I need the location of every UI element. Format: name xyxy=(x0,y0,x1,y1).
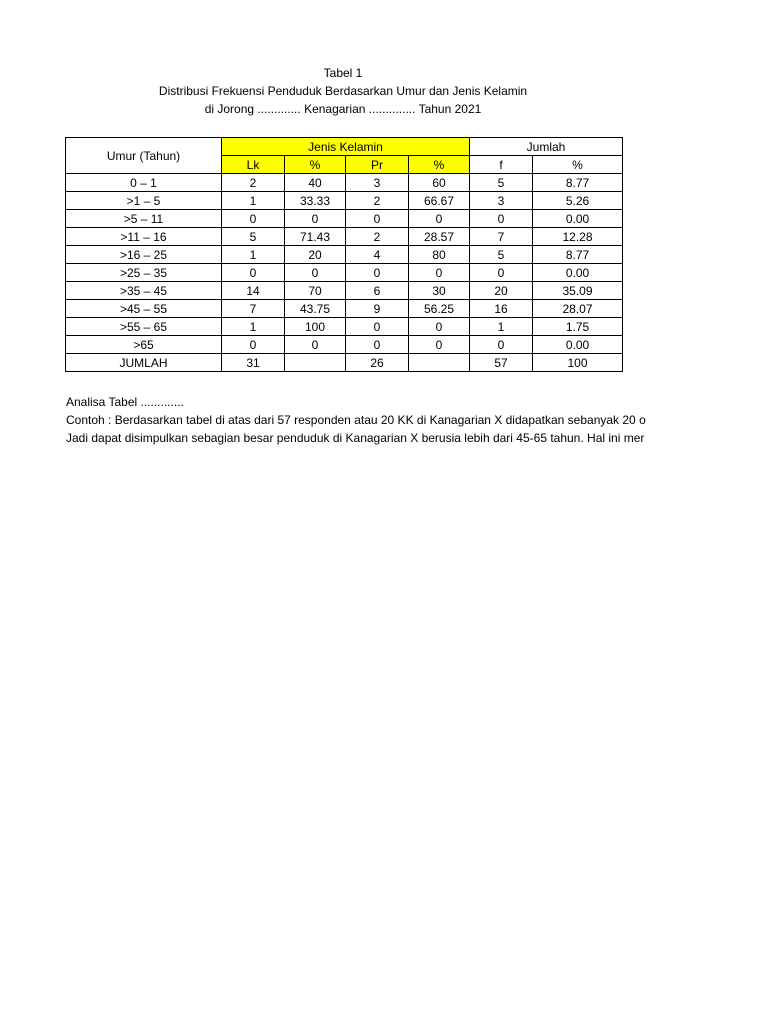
cell-umur: >55 – 65 xyxy=(66,318,222,336)
table-row xyxy=(66,264,623,282)
cell-pr-percent: 0 xyxy=(409,210,470,228)
cell-total-label: JUMLAH xyxy=(66,354,222,372)
cell-lk: 0 xyxy=(222,264,285,282)
cell-pr-percent: 0 xyxy=(409,264,470,282)
cell-f: 5 xyxy=(470,246,533,264)
cell-f-percent: 35.09 xyxy=(533,282,623,300)
cell-lk: 7 xyxy=(222,300,285,318)
cell-pr-percent: 28.57 xyxy=(409,228,470,246)
cell-pr-percent: 0 xyxy=(409,336,470,354)
cell-f: 7 xyxy=(470,228,533,246)
cell-lk: 0 xyxy=(222,336,285,354)
cell-lk: 2 xyxy=(222,174,285,192)
header-row-1 xyxy=(66,138,623,156)
table-title-block xyxy=(0,64,686,118)
cell-lk: 5 xyxy=(222,228,285,246)
cell-lk: 14 xyxy=(222,282,285,300)
cell-lk-percent: 100 xyxy=(285,318,346,336)
cell-total-f-percent: 100 xyxy=(533,354,623,372)
cell-f-percent: 8.77 xyxy=(533,246,623,264)
cell-f-percent: 28.07 xyxy=(533,300,623,318)
cell-f-percent: 1.75 xyxy=(533,318,623,336)
cell-total-f: 57 xyxy=(470,354,533,372)
cell-f: 1 xyxy=(470,318,533,336)
cell-f: 3 xyxy=(470,192,533,210)
cell-pr: 0 xyxy=(346,318,409,336)
cell-umur: >25 – 35 xyxy=(66,264,222,282)
header-pr: Pr xyxy=(346,156,409,174)
table-row xyxy=(66,246,623,264)
cell-f: 20 xyxy=(470,282,533,300)
header-jumlah: Jumlah xyxy=(470,138,623,156)
cell-f-percent: 8.77 xyxy=(533,174,623,192)
cell-pr: 3 xyxy=(346,174,409,192)
cell-pr-percent: 60 xyxy=(409,174,470,192)
cell-pr-percent: 56.25 xyxy=(409,300,470,318)
table-subtitle: di Jorong ............. Kenagarian .............. Tahun 2021 xyxy=(204,102,482,116)
table-title: Distribusi Frekuensi Penduduk Berdasarkan Umur dan Jenis Kelamin xyxy=(158,84,528,98)
cell-lk: 1 xyxy=(222,246,285,264)
cell-lk-percent: 40 xyxy=(285,174,346,192)
cell-umur: >5 – 11 xyxy=(66,210,222,228)
cell-total-pr-percent xyxy=(409,354,470,372)
header-umur: Umur (Tahun) xyxy=(66,138,222,174)
cell-pr: 0 xyxy=(346,336,409,354)
cell-lk: 1 xyxy=(222,318,285,336)
cell-f: 16 xyxy=(470,300,533,318)
cell-umur: >45 – 55 xyxy=(66,300,222,318)
header-lk: Lk xyxy=(222,156,285,174)
analysis-section xyxy=(66,393,686,447)
cell-pr-percent: 0 xyxy=(409,318,470,336)
table-row xyxy=(66,300,623,318)
frequency-table xyxy=(65,137,623,372)
cell-lk: 0 xyxy=(222,210,285,228)
cell-f-percent: 12.28 xyxy=(533,228,623,246)
cell-pr: 0 xyxy=(346,210,409,228)
cell-f: 0 xyxy=(470,264,533,282)
table-row xyxy=(66,336,623,354)
cell-f-percent: 0.00 xyxy=(533,210,623,228)
table-row xyxy=(66,282,623,300)
cell-pr: 9 xyxy=(346,300,409,318)
cell-lk: 1 xyxy=(222,192,285,210)
table-caption: Tabel 1 xyxy=(323,66,363,80)
cell-umur: >35 – 45 xyxy=(66,282,222,300)
cell-f-percent: 0.00 xyxy=(533,264,623,282)
cell-umur: 0 – 1 xyxy=(66,174,222,192)
analysis-heading: Analisa Tabel ............. xyxy=(66,395,184,409)
cell-pr-percent: 66.67 xyxy=(409,192,470,210)
cell-f: 0 xyxy=(470,210,533,228)
analysis-text-line-1: Contoh : Berdasarkan tabel di atas dari 57 responden atau 20 KK di Kanagarian X didapatkan sebanyak 20 o xyxy=(66,413,646,427)
table-row xyxy=(66,228,623,246)
cell-umur: >11 – 16 xyxy=(66,228,222,246)
cell-umur: >1 – 5 xyxy=(66,192,222,210)
analysis-text-line-2: Jadi dapat disimpulkan sebagian besar penduduk di Kanagarian X berusia lebih dari 45-65 tahun. Hal ini mer xyxy=(66,431,645,445)
cell-f: 5 xyxy=(470,174,533,192)
cell-lk-percent: 0 xyxy=(285,210,346,228)
header-lk-percent: % xyxy=(285,156,346,174)
cell-total-lk: 31 xyxy=(222,354,285,372)
cell-lk-percent: 71.43 xyxy=(285,228,346,246)
cell-f: 0 xyxy=(470,336,533,354)
cell-pr: 2 xyxy=(346,228,409,246)
cell-lk-percent: 0 xyxy=(285,264,346,282)
cell-pr: 2 xyxy=(346,192,409,210)
header-f: f xyxy=(470,156,533,174)
cell-lk-percent: 70 xyxy=(285,282,346,300)
cell-pr-percent: 80 xyxy=(409,246,470,264)
cell-total-lk-percent xyxy=(285,354,346,372)
cell-f-percent: 5.26 xyxy=(533,192,623,210)
cell-pr-percent: 30 xyxy=(409,282,470,300)
cell-f-percent: 0.00 xyxy=(533,336,623,354)
header-pr-percent: % xyxy=(409,156,470,174)
header-jenis-kelamin: Jenis Kelamin xyxy=(222,138,470,156)
cell-umur: >16 – 25 xyxy=(66,246,222,264)
table-row xyxy=(66,192,623,210)
header-f-percent: % xyxy=(533,156,623,174)
cell-pr: 6 xyxy=(346,282,409,300)
total-row xyxy=(66,354,623,372)
cell-lk-percent: 33.33 xyxy=(285,192,346,210)
cell-pr: 0 xyxy=(346,264,409,282)
cell-total-pr: 26 xyxy=(346,354,409,372)
cell-umur: >65 xyxy=(66,336,222,354)
table-row xyxy=(66,174,623,192)
cell-lk-percent: 43.75 xyxy=(285,300,346,318)
cell-lk-percent: 0 xyxy=(285,336,346,354)
cell-lk-percent: 20 xyxy=(285,246,346,264)
table-row xyxy=(66,318,623,336)
table-row xyxy=(66,210,623,228)
cell-pr: 4 xyxy=(346,246,409,264)
